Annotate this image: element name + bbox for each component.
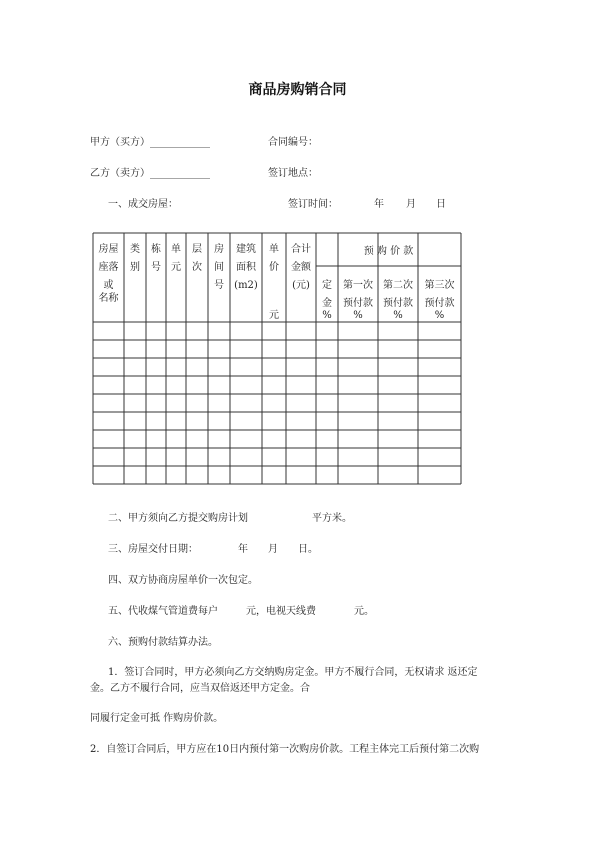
column-header-1: 或 bbox=[103, 280, 114, 291]
clause1-line1: 1．签订合同时，甲方必须向乙方交纳购房定金。甲方不履行合同，无权请求 返还定 bbox=[108, 667, 478, 678]
column-header-9: 合计 bbox=[291, 244, 311, 255]
sign-place-label: 签订地点： bbox=[268, 168, 318, 179]
section5-tv-fee-unit: 元。 bbox=[354, 606, 374, 617]
column-header-11: 预付款 bbox=[343, 298, 373, 309]
column-header-11: % bbox=[353, 310, 363, 321]
section2-text: 二、甲方须向乙方提交购房计划 bbox=[108, 513, 248, 524]
column-header-4: 元 bbox=[171, 262, 181, 273]
column-header-1: 座落 bbox=[98, 262, 119, 273]
sign-year: 年 bbox=[374, 199, 384, 210]
section5-text: 五、代收煤气管道费每户 bbox=[108, 606, 218, 617]
clause1-line2: 金。乙方不履行合同，应当双倍返还甲方定金。合 bbox=[90, 683, 310, 694]
party-b-label: 乙方（卖方） bbox=[90, 168, 150, 179]
sign-day: 日 bbox=[436, 199, 446, 210]
section2-unit: 平方米。 bbox=[312, 513, 352, 524]
clause2-line1: 2．自签订合同后，甲方应在10日内预付第一次购房价款。工程主体完工后预付第二次购 bbox=[90, 744, 480, 755]
column-header-1: 房屋 bbox=[98, 244, 119, 255]
column-header-7: 面积 bbox=[236, 262, 256, 273]
column-header-2: 别 bbox=[130, 262, 140, 273]
contract-no-label: 合同编号： bbox=[268, 137, 318, 148]
column-header-6: 间 bbox=[214, 262, 224, 273]
column-header-12: % bbox=[393, 310, 403, 321]
column-header-2: 类 bbox=[130, 244, 140, 255]
delivery-day: 日。 bbox=[298, 544, 318, 555]
column-header-8: 元 bbox=[269, 310, 279, 321]
section6-text: 六、预购付款结算办法。 bbox=[108, 637, 218, 648]
column-header-1: 名称 bbox=[98, 293, 119, 304]
column-header-6: 号 bbox=[214, 280, 224, 291]
column-header-5: 次 bbox=[192, 262, 202, 273]
table-group-header: 预 购 价 款 bbox=[363, 246, 414, 257]
column-header-7: 建筑 bbox=[236, 244, 256, 255]
column-header-13: 预付款 bbox=[424, 298, 455, 309]
column-header-5: 层 bbox=[192, 244, 202, 255]
column-header-7: (m2) bbox=[234, 280, 258, 291]
document-title: 商品房购销合同 bbox=[248, 82, 347, 98]
delivery-month: 月 bbox=[268, 544, 278, 555]
column-header-10: % bbox=[322, 310, 332, 321]
clause1-line3: 同履行定金可抵 作购房价款。 bbox=[90, 713, 224, 724]
section1-label: 一、成交房屋： bbox=[108, 199, 178, 210]
column-header-8: 价 bbox=[269, 262, 279, 273]
sign-month: 月 bbox=[406, 199, 416, 210]
section5-gas-fee-unit: 元，电视天线费 bbox=[246, 606, 316, 617]
column-header-13: 第三次 bbox=[424, 280, 455, 291]
column-header-3: 号 bbox=[151, 262, 161, 273]
column-header-9: (元) bbox=[292, 280, 310, 291]
column-header-4: 单 bbox=[171, 244, 181, 255]
party-b-blank[interactable]: ____________ bbox=[150, 168, 210, 179]
column-header-6: 房 bbox=[214, 244, 224, 255]
column-header-13: % bbox=[434, 310, 445, 321]
column-header-8: 单 bbox=[269, 244, 279, 255]
column-header-11: 第一次 bbox=[343, 280, 373, 291]
section4-text: 四、双方协商房屋单价一次包定。 bbox=[108, 575, 258, 586]
section3-text: 三、房屋交付日期： bbox=[108, 544, 198, 555]
column-header-3: 栋 bbox=[151, 244, 161, 255]
column-header-12: 第二次 bbox=[383, 280, 413, 291]
sign-time-label: 签订时间： bbox=[288, 199, 338, 210]
column-header-9: 金额 bbox=[291, 262, 311, 273]
delivery-year: 年 bbox=[238, 544, 248, 555]
column-header-10: 金 bbox=[322, 298, 332, 309]
column-header-10: 定 bbox=[322, 280, 332, 291]
party-a-blank[interactable]: ____________ bbox=[150, 137, 210, 148]
party-a-label: 甲方（买方） bbox=[90, 137, 150, 148]
column-header-12: 预付款 bbox=[383, 298, 413, 309]
